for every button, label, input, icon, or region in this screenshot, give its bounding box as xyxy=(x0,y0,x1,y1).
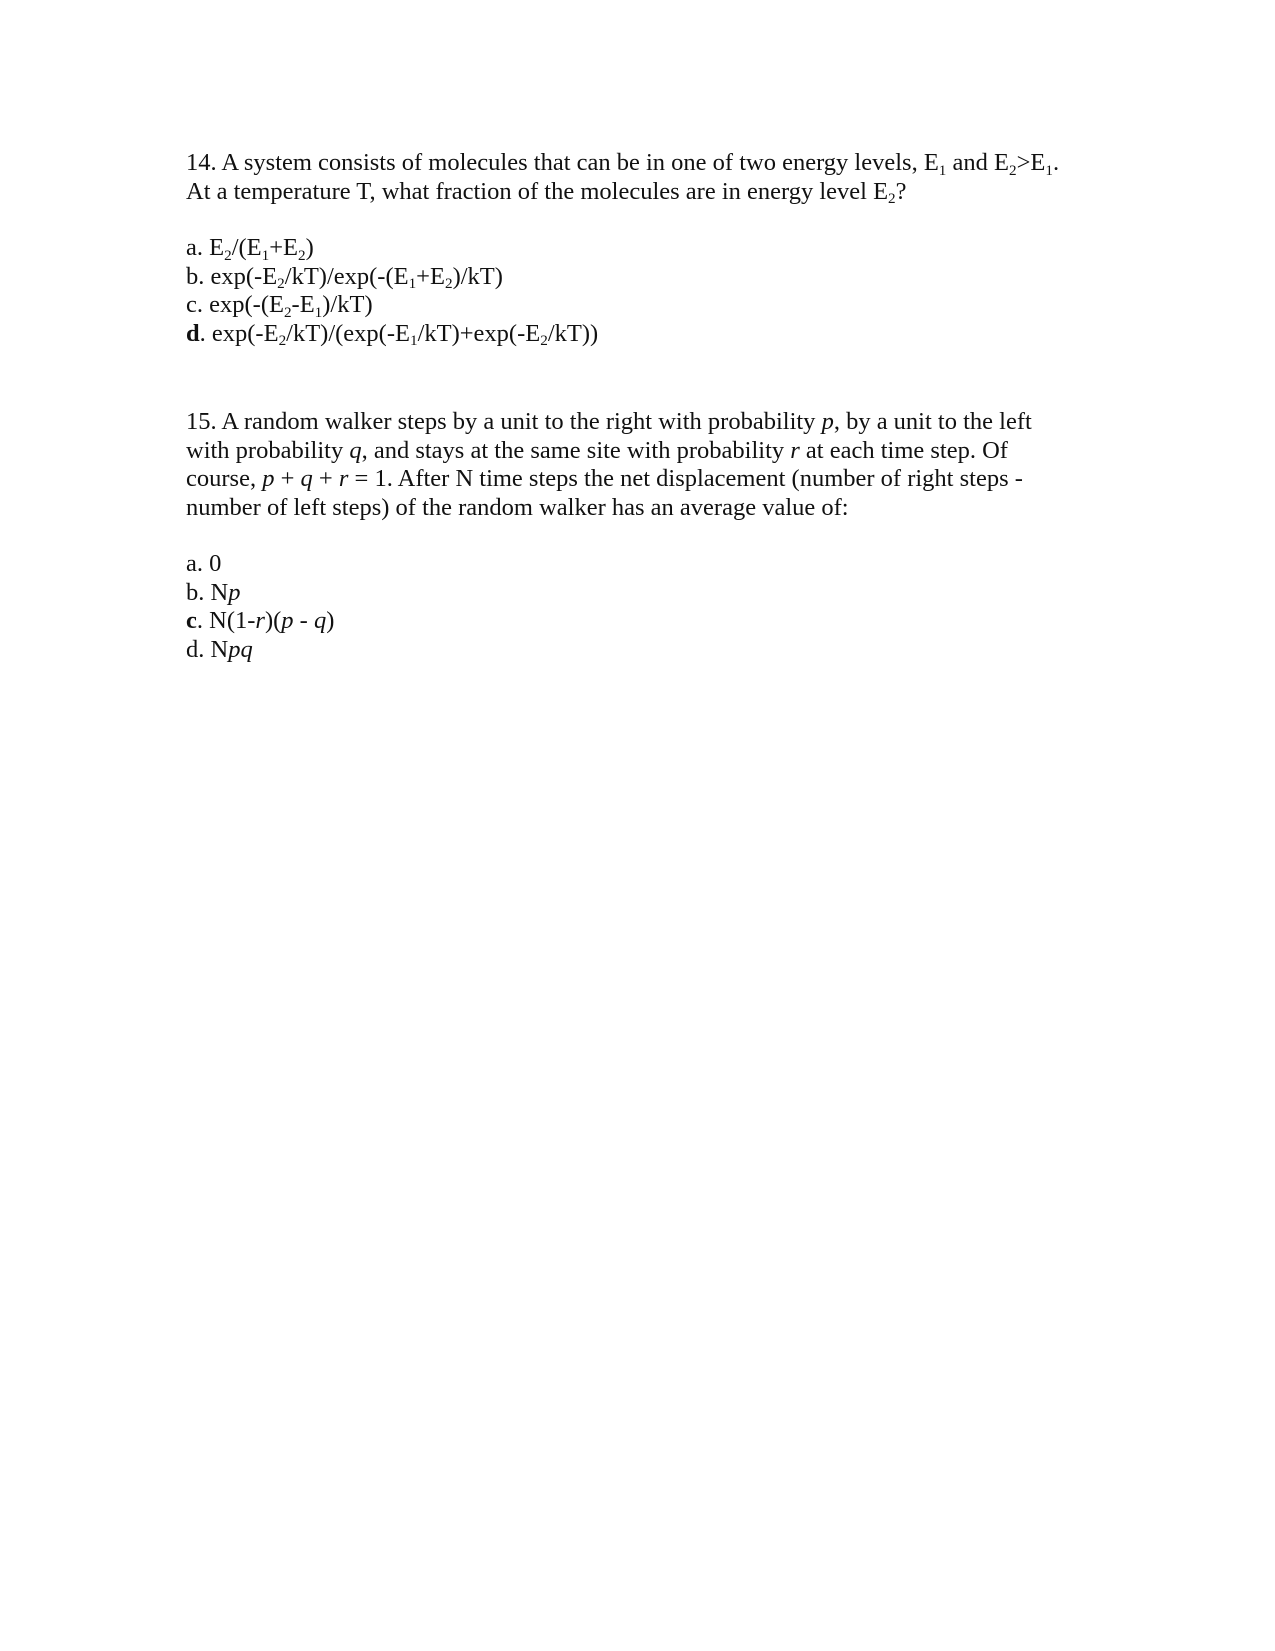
answer-option-b: b. $\exp(-E_2/kT)/\exp(-(E_1+E_2)/kT)$ xyxy=(186,262,503,293)
option-text: $E_2/(E_1+E_2)$ xyxy=(209,234,314,264)
answer-options xyxy=(186,550,1086,664)
option-letter-correct: c xyxy=(186,607,197,634)
option-text: Np xyxy=(210,578,241,606)
answer-option-d: d. Npq xyxy=(186,635,253,663)
option-letter: c xyxy=(186,291,197,318)
answer-option-c: c. $\exp(-(E_2-E_1)/kT)$ xyxy=(186,291,373,321)
answer-option-a: a. $E_2/(E_1+E_2)$ xyxy=(186,234,314,264)
question-15 xyxy=(186,408,1086,664)
option-text: $\exp(-E_2/kT)/\exp(-(E_1+E_2)/kT)$ xyxy=(210,262,503,293)
option-letter: a xyxy=(186,234,197,261)
option-letter: a xyxy=(186,550,197,577)
question-number: 15. xyxy=(186,408,217,435)
question-stem xyxy=(186,149,1086,206)
option-text: Npq xyxy=(210,635,253,663)
answer-options xyxy=(186,234,1086,348)
option-letter: d xyxy=(186,635,199,663)
question-text: A random walker steps by a unit to the right with probability p, by a unit to the left with probability q, and stays at the same site with probability r at each time step. Of course, p + q + r = 1. After N time steps the net displacement (number of right steps - number of left steps) of the random walker has an average value of: xyxy=(186,408,1032,521)
option-letter-correct: d xyxy=(186,319,200,347)
answer-option-c: c. N(1-r)(p - q) xyxy=(186,607,335,634)
option-letter: b xyxy=(186,578,199,606)
option-text: $\exp(-(E_2-E_1)/kT)$ xyxy=(209,291,373,321)
question-14 xyxy=(186,149,1086,348)
option-text: $\exp(-E_2/kT)/(\exp(-E_1/kT)+\exp(-E_2/kT))$ xyxy=(211,319,599,350)
question-text: A system consists of molecules that can be in one of two energy levels, $E_1$ and $E_2>E_1$. At a temperature T, what fraction of the molecules are in energy level $E_2$? xyxy=(186,149,1060,208)
answer-option-b: b. Np xyxy=(186,578,241,606)
answer-option-a: a. 0 xyxy=(186,550,222,577)
option-text: N(1-r)(p - q) xyxy=(209,607,335,634)
option-letter: b xyxy=(186,262,199,290)
question-number: 14. xyxy=(186,149,217,176)
option-text: 0 xyxy=(209,550,222,577)
question-stem xyxy=(186,408,1086,522)
answer-option-d: d. $\exp(-E_2/kT)/(\exp(-E_1/kT)+\exp(-E_2/kT))$ xyxy=(186,319,599,350)
